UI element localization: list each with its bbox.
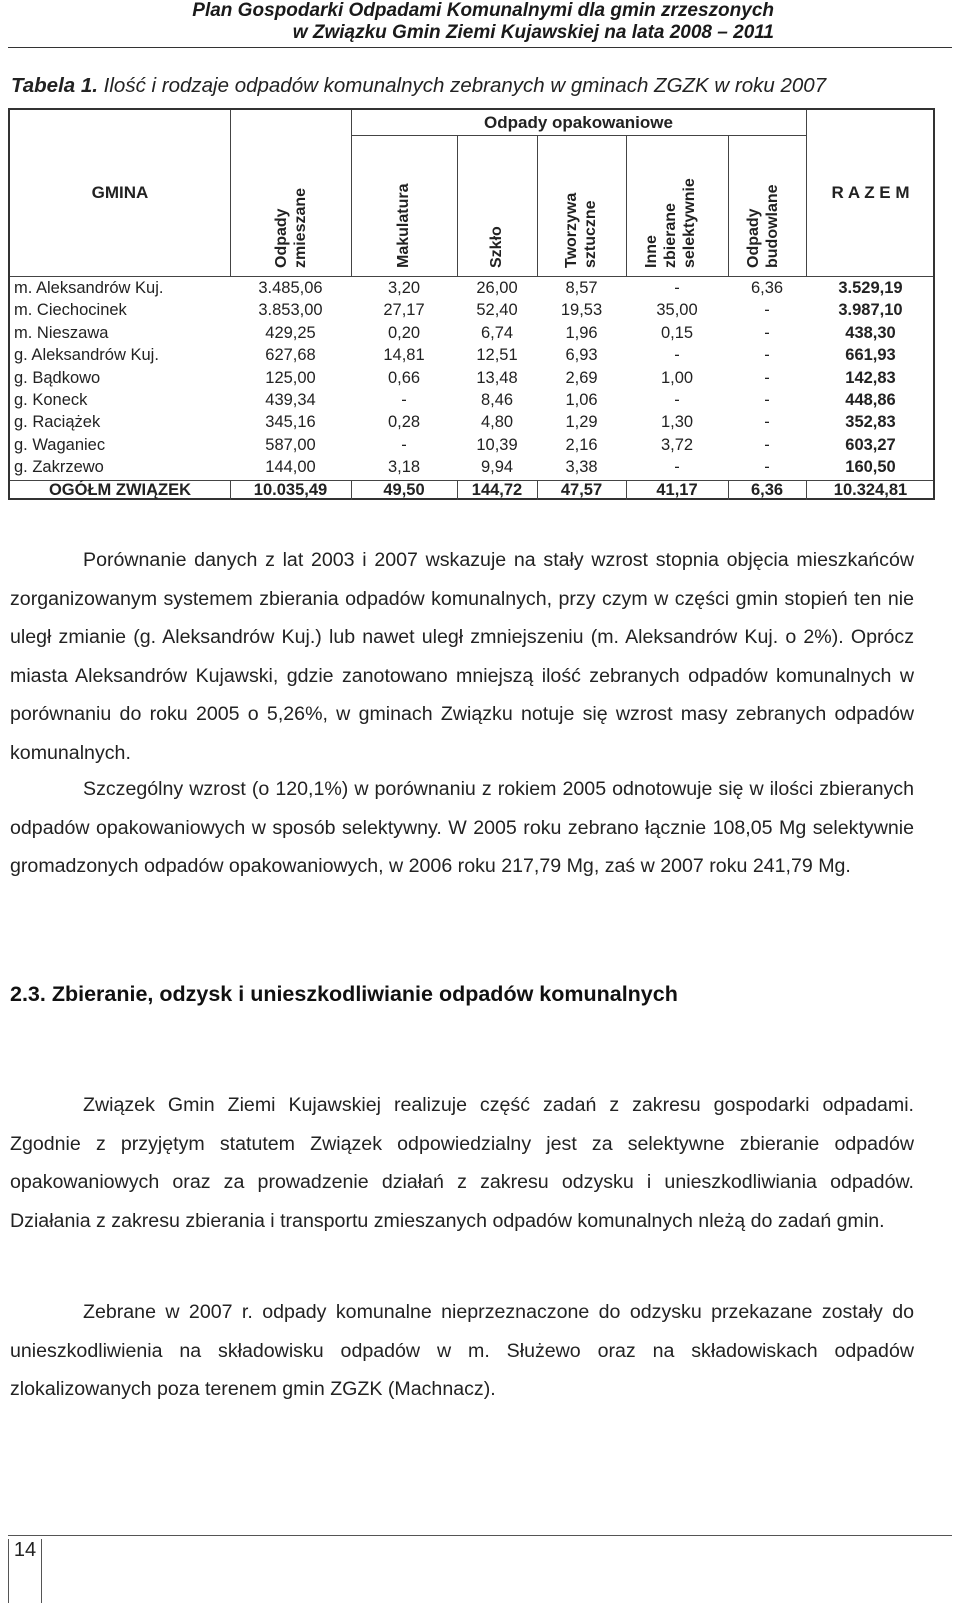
header-zmieszane: Odpady zmieszane [273,187,309,268]
header-inne: Inne zbierane selektywnie [643,178,698,268]
cell-inne: 0,15 [660,323,694,342]
cell-budowlane: - [764,323,770,342]
cell-makulatura: 27,17 [383,301,425,320]
cell-gmina: g. Zakrzewo [14,458,104,477]
table-row [10,299,933,321]
table-grid-line [728,135,729,276]
paragraph-2 [10,770,914,886]
section-number: 2.3. [10,982,46,1006]
cell-szklo: 9,94 [480,458,514,477]
cell-gmina: g. Koneck [14,391,88,409]
cell-szklo: 6,74 [480,323,514,342]
cell-tworzywa: 1,06 [565,391,598,409]
table-grid-line [457,135,458,276]
cell-zmieszane: 627,68 [265,346,316,365]
header-budowlane: Odpady budowlane [745,184,781,268]
header-line-2: w Związku Gmin Ziemi Kujawskiej na lata 2008 – 2011 [292,22,774,43]
table-row [10,277,933,299]
cell-razem: 603,27 [845,435,896,454]
cell-zmieszane: 587,00 [265,435,316,454]
header-rule [8,47,952,48]
paragraph-4 [10,1293,914,1409]
cell-makulatura: - [401,435,407,454]
table-row [10,367,933,389]
cell-szklo: 4,80 [480,413,514,432]
header-gmina: GMINA [91,183,149,202]
table-row [10,456,933,478]
cell-zmieszane: 125,00 [265,368,316,387]
section-heading [10,982,678,1007]
total-tworzywa: 47,57 [560,481,603,499]
cell-gmina: g. Raciążek [14,413,101,432]
cell-inne: 3,72 [660,435,694,454]
table-grid-line [537,135,538,276]
cell-zmieszane: 439,34 [265,391,316,409]
cell-szklo: 8,46 [480,391,514,409]
cell-makulatura: 0,20 [387,323,421,342]
paragraph-1-text: Porównanie danych z lat 2003 i 2007 wskazuje na stały wzrost stopnia objęcia mieszkańców zorganizowanym systemem zbierania odpadów komunalnych, przy czym w części gmin stopień ten nie uległ zmianie (g. Aleksandrów Kuj.) lub nawet uległ zmniejszeniu (m. Aleksandrów Kuj. o 2%). Oprócz miasta Aleksandrów Kujawski, gdzie zanotowano mniejszą ilość zebranych odpadów komunalnych w porównaniu do roku 2005 o 5,26%, w gminach Związku notuje się wzrost masy zebranych odpadów komunalnych. [10,549,914,764]
total-row [10,479,933,501]
cell-inne: 1,00 [660,368,694,387]
cell-inne: - [674,279,680,297]
table-row [10,322,933,344]
cell-razem: 448,86 [845,391,896,409]
header-makulatura: Makulatura [395,183,412,268]
paragraph-3-text: Związek Gmin Ziemi Kujawskiej realizuje część zadań z zakresu gospodarki odpadami. Zgodnie z przyjętym statutem Związek odpowiedzialny jest za selektywne zbieranie odpadów opakowaniowych oraz za prowadzenie działań z zakresu odzysku i unieszkodliwiania odpadów. Działania z zakresu zbierania i transportu zmieszanych odpadów komunalnych nleżą do zadań gmin. [10,1094,914,1232]
header-szklo: Szkło [488,226,505,268]
cell-zmieszane: 3.485,06 [258,279,323,297]
cell-makulatura: 3,18 [387,458,421,477]
table-row [10,389,933,411]
total-szklo: 144,72 [471,481,523,499]
header-tworzywa: Tworzywa sztuczne [563,192,599,268]
cell-inne: 35,00 [656,301,698,320]
cell-tworzywa: 8,57 [565,279,598,297]
table-row [10,344,933,366]
cell-budowlane: - [764,435,770,454]
caption-label: Tabela 1. [11,74,98,97]
cell-gmina: m. Aleksandrów Kuj. [14,279,164,297]
cell-szklo: 26,00 [476,279,518,297]
cell-zmieszane: 345,16 [265,413,316,432]
cell-gmina: m. Ciechocinek [14,301,127,320]
paragraph-2-text: Szczególny wzrost (o 120,1%) w porównaniu z rokiem 2005 odnotowuje się w ilości zbieranych odpadów opakowaniowych w sposób selektywny. W 2005 roku zebrano łącznie 108,05 Mg selektywnie gromadzonych odpadów opakowaniowych, w 2006 roku 217,79 Mg, zaś w 2007 roku 241,79 Mg. [10,778,914,878]
cell-zmieszane: 144,00 [265,458,316,477]
cell-budowlane: 6,36 [750,279,784,297]
header-line-1: Plan Gospodarki Odpadami Komunalnymi dla gmin zrzeszonych [192,0,774,21]
cell-razem: 352,83 [845,413,896,432]
cell-zmieszane: 429,25 [265,323,316,342]
paragraph-3 [10,1086,914,1240]
cell-tworzywa: 2,69 [565,368,598,387]
cell-tworzywa: 6,93 [565,346,598,365]
cell-inne: 1,30 [660,413,694,432]
cell-szklo: 52,40 [476,301,518,320]
cell-makulatura: 14,81 [383,346,425,365]
cell-budowlane: - [764,368,770,387]
cell-zmieszane: 3.853,00 [258,301,323,320]
cell-gmina: g. Aleksandrów Kuj. [14,346,159,365]
cell-gmina: m. Nieszawa [14,323,109,342]
header-packaging-group: Odpady opakowaniowe [484,113,673,132]
paragraph-4-text: Zebrane w 2007 r. odpady komunalne nieprzeznaczone do odzysku przekazane zostały do unieszkodliwienia na składowisku odpadów w m. Służewo oraz na składowiskach odpadów zlokalizowanych poza terenem gmin ZGZK (Machnacz). [10,1301,914,1401]
cell-razem: 3.987,10 [838,301,903,320]
cell-inne: - [674,458,680,477]
cell-makulatura: 3,20 [387,279,421,297]
table-caption [11,74,826,98]
cell-inne: - [674,346,680,365]
paragraph-1 [10,541,914,773]
cell-tworzywa: 1,96 [565,323,598,342]
table-row [10,411,933,433]
total-makulatura: 49,50 [383,481,425,499]
cell-tworzywa: 19,53 [560,301,603,320]
total-inne: 41,17 [656,481,698,499]
waste-table [8,108,935,500]
cell-gmina: g. Waganiec [14,435,106,454]
section-title: Zbieranie, odzysk i unieszkodliwianie odpadów komunalnych [45,982,678,1006]
footer-rule [8,1535,952,1536]
cell-tworzywa: 1,29 [565,413,598,432]
document-header [192,0,774,44]
page-number: 14 [8,1539,42,1603]
cell-budowlane: - [764,301,770,320]
total-zmieszane: 10.035,49 [253,481,328,499]
cell-razem: 142,83 [845,368,896,387]
cell-razem: 438,30 [845,323,896,342]
cell-szklo: 12,51 [476,346,518,365]
cell-budowlane: - [764,346,770,365]
total-label: OGÓŁM ZWIĄZEK [48,481,192,499]
caption-text: Ilość i rodzaje odpadów komunalnych zebranych w gminach ZGZK w roku 2007 [97,74,827,97]
cell-tworzywa: 3,38 [565,458,598,477]
table-grid-line [230,110,231,276]
cell-makulatura: - [401,391,407,409]
cell-budowlane: - [764,413,770,432]
cell-makulatura: 0,66 [387,368,421,387]
cell-inne: - [674,391,680,409]
total-budowlane: 6,36 [750,481,784,499]
cell-budowlane: - [764,391,770,409]
cell-makulatura: 0,28 [387,413,421,432]
cell-gmina: g. Bądkowo [14,368,101,387]
header-razem: R A Z E M [831,183,910,202]
cell-razem: 661,93 [845,346,896,365]
cell-razem: 160,50 [845,458,896,477]
table-grid-line [626,135,627,276]
table-grid-line [351,135,806,136]
total-razem: 10.324,81 [833,481,908,499]
cell-budowlane: - [764,458,770,477]
cell-razem: 3.529,19 [838,279,903,297]
cell-szklo: 10,39 [476,435,518,454]
table-row [10,434,933,456]
cell-tworzywa: 2,16 [565,435,598,454]
cell-szklo: 13,48 [476,368,518,387]
